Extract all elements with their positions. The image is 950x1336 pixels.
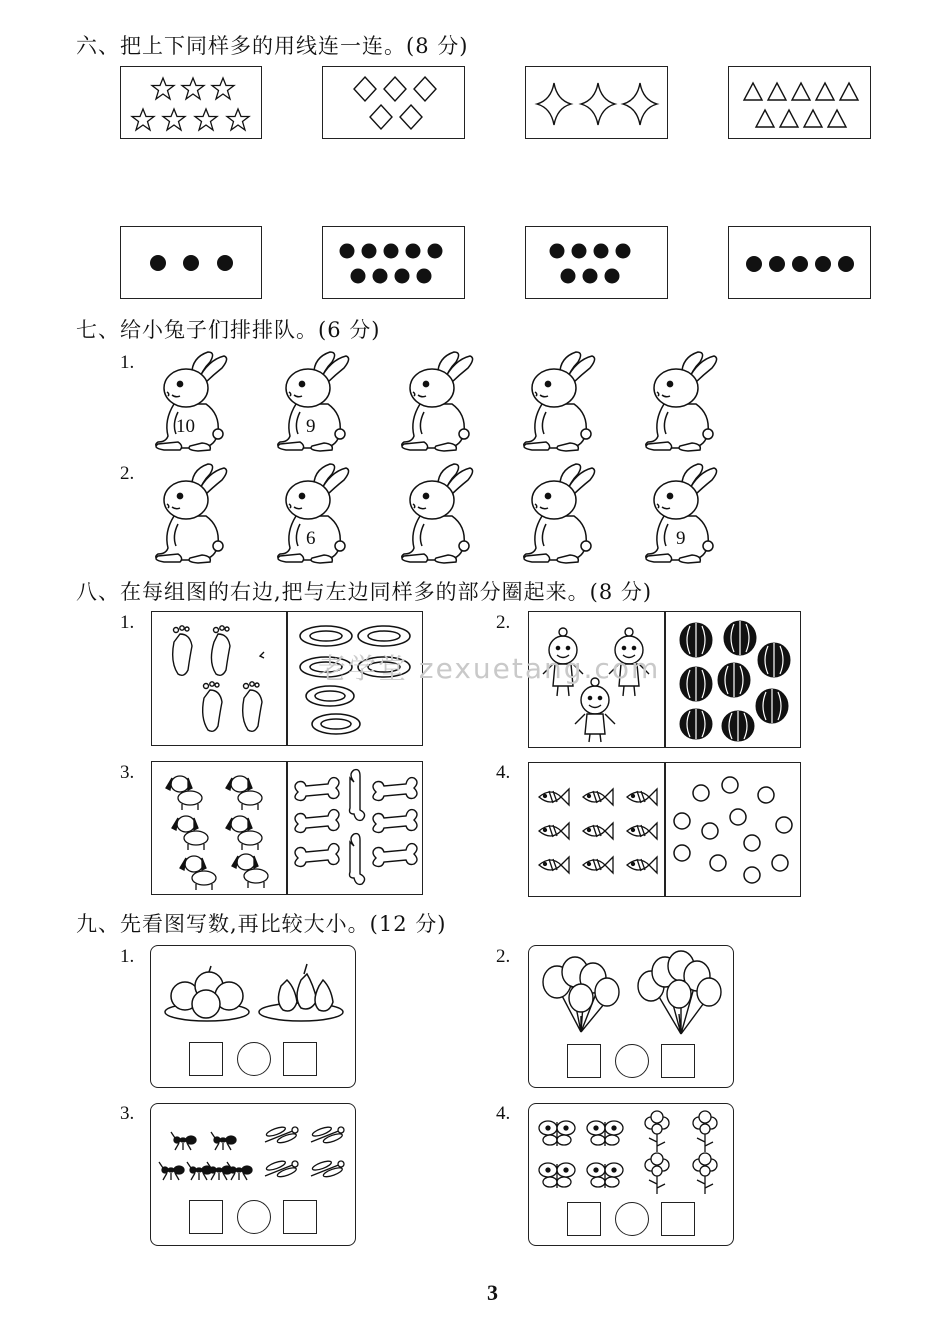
group-label: 4. — [496, 762, 511, 783]
page-number: 3 — [487, 1280, 498, 1305]
compare-circle[interactable] — [615, 1202, 649, 1236]
section-seven-title: 七、给小兔子们排排队。(6 分) — [76, 318, 381, 342]
section-six-title: 六、把上下同样多的用线连一连。(8 分) — [76, 34, 469, 58]
compare-circle[interactable] — [237, 1042, 271, 1076]
dragonfly-icon — [265, 1125, 344, 1178]
section-eight-title: 八、在每组图的右边,把与左边同样多的部分圈起来。(8 分) — [76, 580, 653, 604]
circle-icon — [666, 763, 800, 896]
triangle-icon — [729, 67, 872, 140]
group-label: 4. — [496, 1103, 511, 1124]
rabbit-icon — [150, 462, 230, 564]
compare-circle[interactable] — [615, 1044, 649, 1078]
dog-icon — [152, 762, 286, 894]
dots-box-3[interactable] — [525, 226, 668, 299]
row-label: 2. — [120, 463, 135, 484]
dot-icon — [526, 227, 669, 300]
compare-card-3 — [150, 1103, 356, 1246]
rabbit-icon — [518, 462, 598, 564]
balloon-icon — [529, 946, 735, 1038]
group-label: 3. — [120, 762, 135, 783]
rabbit-icon — [396, 462, 476, 564]
rabbit-row-1 — [150, 350, 790, 450]
group-label: 1. — [120, 612, 135, 633]
fruit-icon — [151, 946, 357, 1036]
butterfly-icon — [529, 1104, 735, 1196]
compare-card-2 — [528, 945, 734, 1088]
rabbit-icon — [640, 350, 720, 452]
row-label: 1. — [120, 352, 135, 373]
footprint-icon — [152, 612, 286, 744]
rabbit-number[interactable]: 9 — [676, 528, 686, 549]
group-label: 3. — [120, 1103, 135, 1124]
group-4-box — [528, 762, 801, 897]
four-point-stars-box[interactable] — [525, 66, 668, 139]
fish-icon — [529, 763, 664, 896]
answer-box-left[interactable] — [189, 1042, 223, 1076]
watermark: 老学堂 zexuetang.com — [318, 652, 661, 685]
rabbit-number[interactable]: 10 — [176, 416, 195, 437]
group-3-box — [151, 761, 423, 895]
dots-box-1[interactable] — [120, 226, 262, 299]
rabbit-icon — [518, 350, 598, 452]
triangles-box[interactable] — [728, 66, 871, 139]
answer-box-right[interactable] — [661, 1044, 695, 1078]
compare-card-1 — [150, 945, 356, 1088]
rabbit-number[interactable]: 6 — [306, 528, 316, 549]
four-point-star-icon — [526, 67, 669, 140]
compare-circle[interactable] — [237, 1200, 271, 1234]
dot-icon — [121, 227, 263, 300]
watermelon-icon — [666, 612, 800, 747]
star-icon — [121, 67, 263, 140]
answer-box-right[interactable] — [661, 1202, 695, 1236]
answer-box-left[interactable] — [189, 1200, 223, 1234]
dots-box-4[interactable] — [728, 226, 871, 299]
group-label: 1. — [120, 946, 135, 967]
answer-box-left[interactable] — [567, 1202, 601, 1236]
answer-box-left[interactable] — [567, 1044, 601, 1078]
dot-icon — [323, 227, 466, 300]
diamond-icon — [323, 67, 466, 140]
diamonds-box[interactable] — [322, 66, 465, 139]
rabbit-number[interactable]: 9 — [306, 416, 316, 437]
stars-box[interactable] — [120, 66, 262, 139]
bone-icon — [288, 762, 422, 894]
group-label: 2. — [496, 612, 511, 633]
flower-icon — [645, 1111, 717, 1194]
answer-box-right[interactable] — [283, 1200, 317, 1234]
rabbit-row-2 — [150, 462, 790, 562]
rabbit-icon — [396, 350, 476, 452]
dots-box-2[interactable] — [322, 226, 465, 299]
ant-icon — [151, 1104, 357, 1194]
compare-card-4 — [528, 1103, 734, 1246]
answer-box-right[interactable] — [283, 1042, 317, 1076]
section-nine-title: 九、先看图写数,再比较大小。(12 分) — [76, 912, 447, 936]
dot-icon — [729, 227, 872, 300]
group-label: 2. — [496, 946, 511, 967]
